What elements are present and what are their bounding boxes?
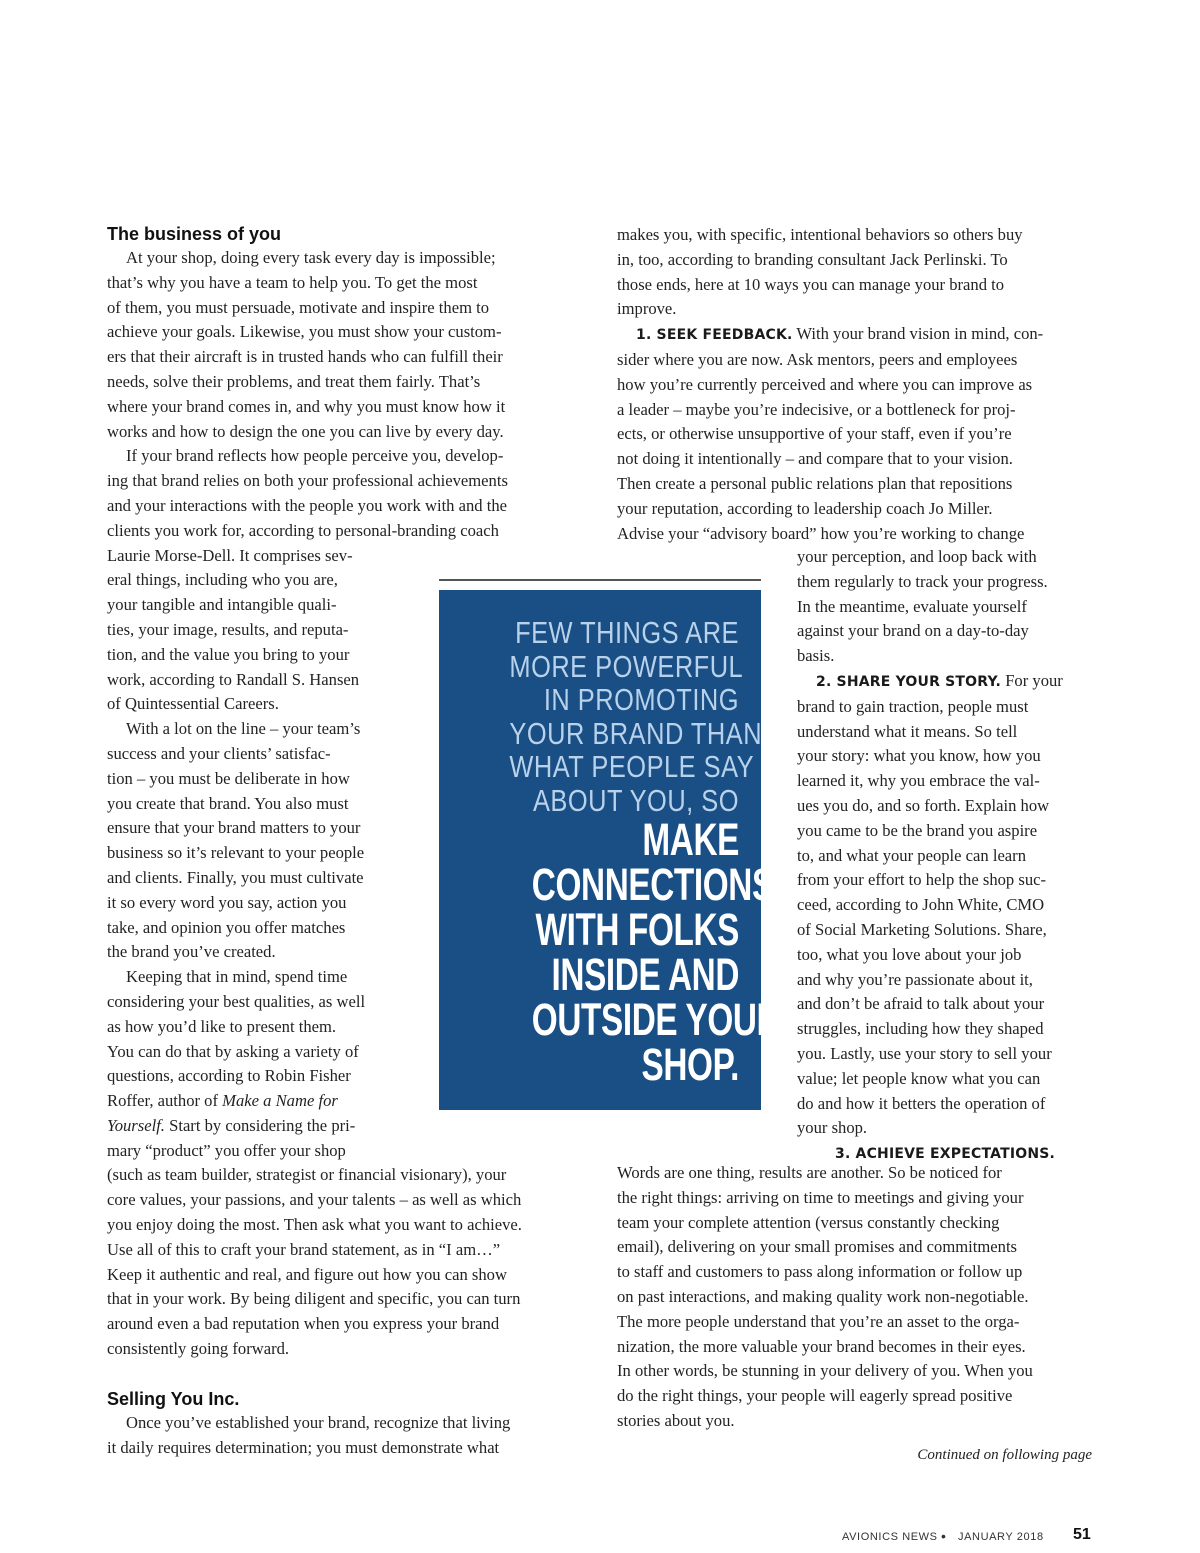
paragraph-line: Keep it authentic and real, and figure out how you can show — [107, 1264, 507, 1284]
paragraph-line: your reputation, according to leadership coach Jo Miller. — [617, 498, 993, 518]
paragraph-line: where your brand comes in, and why you must know how it — [107, 396, 506, 416]
paragraph-line: ties, your image, results, and reputa- — [107, 619, 349, 639]
paragraph-line: that’s why you have a team to help you. To get the most — [107, 272, 478, 292]
paragraph-line: it daily requires determination; you must demonstrate what — [107, 1437, 500, 1457]
paragraph-line: and why you’re passionate about it, — [797, 969, 1033, 989]
paragraph-line: you. Lastly, use your story to sell your — [797, 1043, 1052, 1063]
paragraph-line: improve. — [617, 299, 677, 319]
paragraph-line: too, what you love about your job — [797, 944, 1022, 964]
pullquote-emphasis-line: CONNECTIONS — [531, 859, 774, 910]
paragraph-line: core values, your passions, and your talents – as well as which — [107, 1190, 522, 1210]
pullquote-emphasis-line: INSIDE AND — [551, 949, 739, 1000]
paragraph-line: do and how it betters the operation of — [797, 1093, 1046, 1113]
paragraph-line: of them, you must persuade, motivate and inspire them to — [107, 297, 490, 317]
pullquote-emphasis-line: MAKE — [642, 814, 739, 865]
paragraph-line: stories about you. — [617, 1410, 735, 1430]
paragraph-line: team your complete attention (versus constantly checking — [617, 1212, 1000, 1232]
list-keyword: 3. ACHIEVE EXPECTATIONS. — [835, 1146, 1056, 1163]
footer-issue: JANUARY 2018 — [958, 1531, 1044, 1543]
pullquote-line: MORE POWERFUL — [509, 648, 744, 684]
paragraph-line — [797, 669, 1097, 695]
paragraph-line: tion – you must be deliberate in how — [107, 768, 350, 788]
paragraph-line: Keeping that in mind, spend time — [126, 967, 348, 987]
spacer — [107, 1362, 587, 1387]
pullquote-emphasis-line: WITH FOLKS — [535, 904, 739, 955]
paragraph-line: ects, or otherwise unsupportive of your staff, even if you’re — [617, 424, 1012, 444]
paragraph-line: do the right things, your people will eagerly spread positive — [617, 1386, 1013, 1406]
paragraph-line: you enjoy doing the most. Then ask what you want to achieve. — [107, 1215, 522, 1235]
paragraph-line: your story: what you know, how you — [797, 746, 1041, 766]
paragraph-line: With a lot on the line – your team’s — [126, 719, 361, 739]
footer-bullet: • — [941, 1528, 946, 1544]
paragraph-line: ues you do, and so forth. Explain how — [797, 795, 1050, 815]
paragraph-line: of Quintessential Careers. — [107, 694, 279, 714]
paragraph-line: sider where you are now. Ask mentors, peers and employees — [617, 349, 1018, 369]
paragraph-line: how you’re currently perceived and where you can improve as — [617, 374, 1033, 394]
book-title: Make a Name for — [222, 1091, 338, 1111]
paragraph-line: of Social Marketing Solutions. Share, — [797, 919, 1047, 939]
paragraph-line: business so it’s relevant to your people — [107, 843, 365, 863]
paragraph-line: you came to be the brand you aspire — [797, 820, 1038, 840]
paragraph-line: on past interactions, and making quality work non-negotiable. — [617, 1286, 1029, 1306]
text-run: Roffer, author of — [107, 1091, 223, 1111]
paragraph-line: considering your best qualities, as well — [107, 991, 366, 1011]
paragraph-line: success and your clients’ satisfac- — [107, 743, 331, 763]
paragraph-line: against your brand on a day-to-day — [797, 621, 1029, 641]
paragraph-line: If your brand reflects how people perceive you, develop- — [126, 446, 504, 466]
paragraph-line: nization, the more valuable your brand becomes in their eyes. — [617, 1336, 1026, 1356]
paragraph-line: mary “product” you offer your shop — [107, 1140, 346, 1160]
pullquote-box — [439, 590, 781, 1110]
right-column-narrow — [797, 545, 1097, 1167]
paragraph-line: your shop. — [797, 1118, 868, 1138]
paragraph-line: to staff and customers to pass along information or follow up — [617, 1262, 1023, 1282]
page-number: 51 — [1073, 1526, 1091, 1543]
pullquote-line: IN PROMOTING — [543, 682, 739, 717]
paragraph-line: basis. — [797, 646, 835, 666]
paragraph-line: those ends, here at 10 ways you can manage your brand to — [617, 274, 1005, 294]
paragraph-line: ing that brand relies on both your professional achievements — [107, 471, 508, 491]
text-run: Start by considering the pri- — [164, 1115, 356, 1135]
paragraph-line: tion, and the value you bring to your — [107, 644, 350, 664]
continued-note: Continued on following page — [917, 1447, 1092, 1463]
paragraph-line: Words are one thing, results are another. So be noticed for — [617, 1163, 1002, 1182]
pullquote-line: YOUR BRAND THAN — [509, 715, 763, 751]
paragraph-line: questions, according to Robin Fisher — [107, 1066, 351, 1086]
paragraph-line: them regularly to track your progress. — [797, 571, 1048, 591]
paragraph-line: Once you’ve established your brand, recognize that living — [126, 1412, 511, 1432]
list-keyword: 1. SEEK FEEDBACK. — [636, 327, 793, 344]
paragraph-line: You can do that by asking a variety of — [107, 1041, 359, 1061]
paragraph-line: your perception, and loop back with — [797, 547, 1037, 566]
paragraph-line: the brand you’ve created. — [107, 942, 276, 962]
paragraph-line — [107, 1114, 587, 1139]
pullquote-line: FEW THINGS ARE — [515, 615, 739, 650]
paragraph-line: eral things, including who you are, — [107, 570, 338, 590]
paragraph-line: and clients. Finally, you must cultivate — [107, 867, 364, 887]
paragraph-line: ers that their aircraft is in trusted hands who can fulfill their — [107, 347, 503, 367]
paragraph-line: Advise your “advisory board” how you’re working to change — [617, 523, 1025, 543]
paragraph-line: understand what it means. So tell — [797, 721, 1018, 741]
paragraph-line: In the meantime, evaluate yourself — [797, 596, 1027, 616]
paragraph-line: In other words, be stunning in your delivery of you. When you — [617, 1361, 1033, 1381]
text-run: With your brand vision in mind, con- — [792, 324, 1044, 344]
pullquote-line: ABOUT YOU, SO — [532, 782, 739, 818]
paragraph-line: value; let people know what you can — [797, 1068, 1041, 1088]
book-title: Yourself. — [107, 1115, 165, 1135]
right-column-top — [617, 223, 1097, 546]
pullquote-rule — [439, 579, 761, 581]
pullquote-line: WHAT PEOPLE SAY — [509, 749, 755, 784]
paragraph-line: achieve your goals. Likewise, you must show your custom- — [107, 322, 502, 342]
paragraph-line: take, and opinion you offer matches — [107, 917, 346, 937]
paragraph-line: brand to gain traction, people must — [797, 696, 1029, 716]
paragraph-line: needs, solve their problems, and treat them fairly. That’s — [107, 371, 481, 391]
pullquote-emphasis-line: SHOP. — [641, 1039, 739, 1090]
paragraph-line: Then create a personal public relations plan that repositions — [617, 473, 1013, 493]
pullquote-emphasis-line: OUTSIDE YOUR — [531, 994, 781, 1045]
text-run: For your — [1001, 670, 1063, 690]
paragraph-line: your tangible and intangible quali- — [107, 595, 337, 615]
paragraph-line: that in your work. By being diligent and specific, you can turn — [107, 1289, 521, 1309]
paragraph-line: around even a bad reputation when you express your brand — [107, 1314, 500, 1334]
paragraph-line: The more people understand that you’re an asset to the orga- — [617, 1311, 1020, 1331]
right-column-bottom — [617, 1161, 1097, 1434]
paragraph-line: you create that brand. You also must — [107, 793, 349, 813]
paragraph-line: not doing it intentionally – and compare that to your vision. — [617, 449, 1013, 469]
paragraph-line: clients you work for, according to personal-branding coach — [107, 520, 499, 540]
section-heading-selling-you-inc: Selling You Inc. — [107, 1388, 240, 1409]
list-keyword: 2. SHARE YOUR STORY. — [816, 673, 1002, 690]
paragraph-line: in, too, according to branding consultant Jack Perlinski. To — [617, 249, 1008, 269]
paragraph-line: Use all of this to craft your brand statement, as in “I am…” — [107, 1239, 501, 1259]
paragraph-line: as how you’d like to present them. — [107, 1016, 337, 1036]
paragraph-line: the right things: arriving on time to meetings and giving your — [617, 1187, 1024, 1207]
paragraph-line: Laurie Morse-Dell. It comprises sev- — [107, 545, 353, 565]
paragraph-line: and don’t be afraid to talk about your — [797, 994, 1045, 1014]
paragraph-line: to, and what your people can learn — [797, 845, 1026, 865]
paragraph-line: struggles, including how they shaped — [797, 1019, 1044, 1039]
paragraph-line: from your effort to help the shop suc- — [797, 870, 1047, 890]
paragraph-line: work, according to Randall S. Hansen — [107, 669, 360, 689]
paragraph-line: email), delivering on your small promises and commitments — [617, 1237, 1018, 1257]
paragraph-line: At your shop, doing every task every day is impossible; — [126, 248, 496, 267]
paragraph-line: makes you, with specific, intentional behaviors so others buy — [617, 225, 1023, 244]
section-heading-business-of-you: The business of you — [107, 224, 282, 244]
paragraph-line: learned it, why you embrace the val- — [797, 771, 1040, 791]
paragraph-line: consistently going forward. — [107, 1339, 290, 1359]
paragraph-line: ensure that your brand matters to your — [107, 818, 361, 838]
paragraph-line: it so every word you say, action you — [107, 892, 347, 912]
paragraph-line: ceed, according to John White, CMO — [797, 895, 1045, 915]
footer-magazine: AVIONICS NEWS — [842, 1531, 938, 1543]
paragraph-line: a leader – maybe you’re indecisive, or a bottleneck for proj- — [617, 399, 1016, 419]
paragraph-line: and your interactions with the people you work with and the — [107, 495, 508, 515]
paragraph-line: works and how to design the one you can live by every day. — [107, 421, 504, 441]
paragraph-line — [617, 322, 1097, 348]
paragraph-line: (such as team builder, strategist or financial visionary), your — [107, 1165, 507, 1185]
